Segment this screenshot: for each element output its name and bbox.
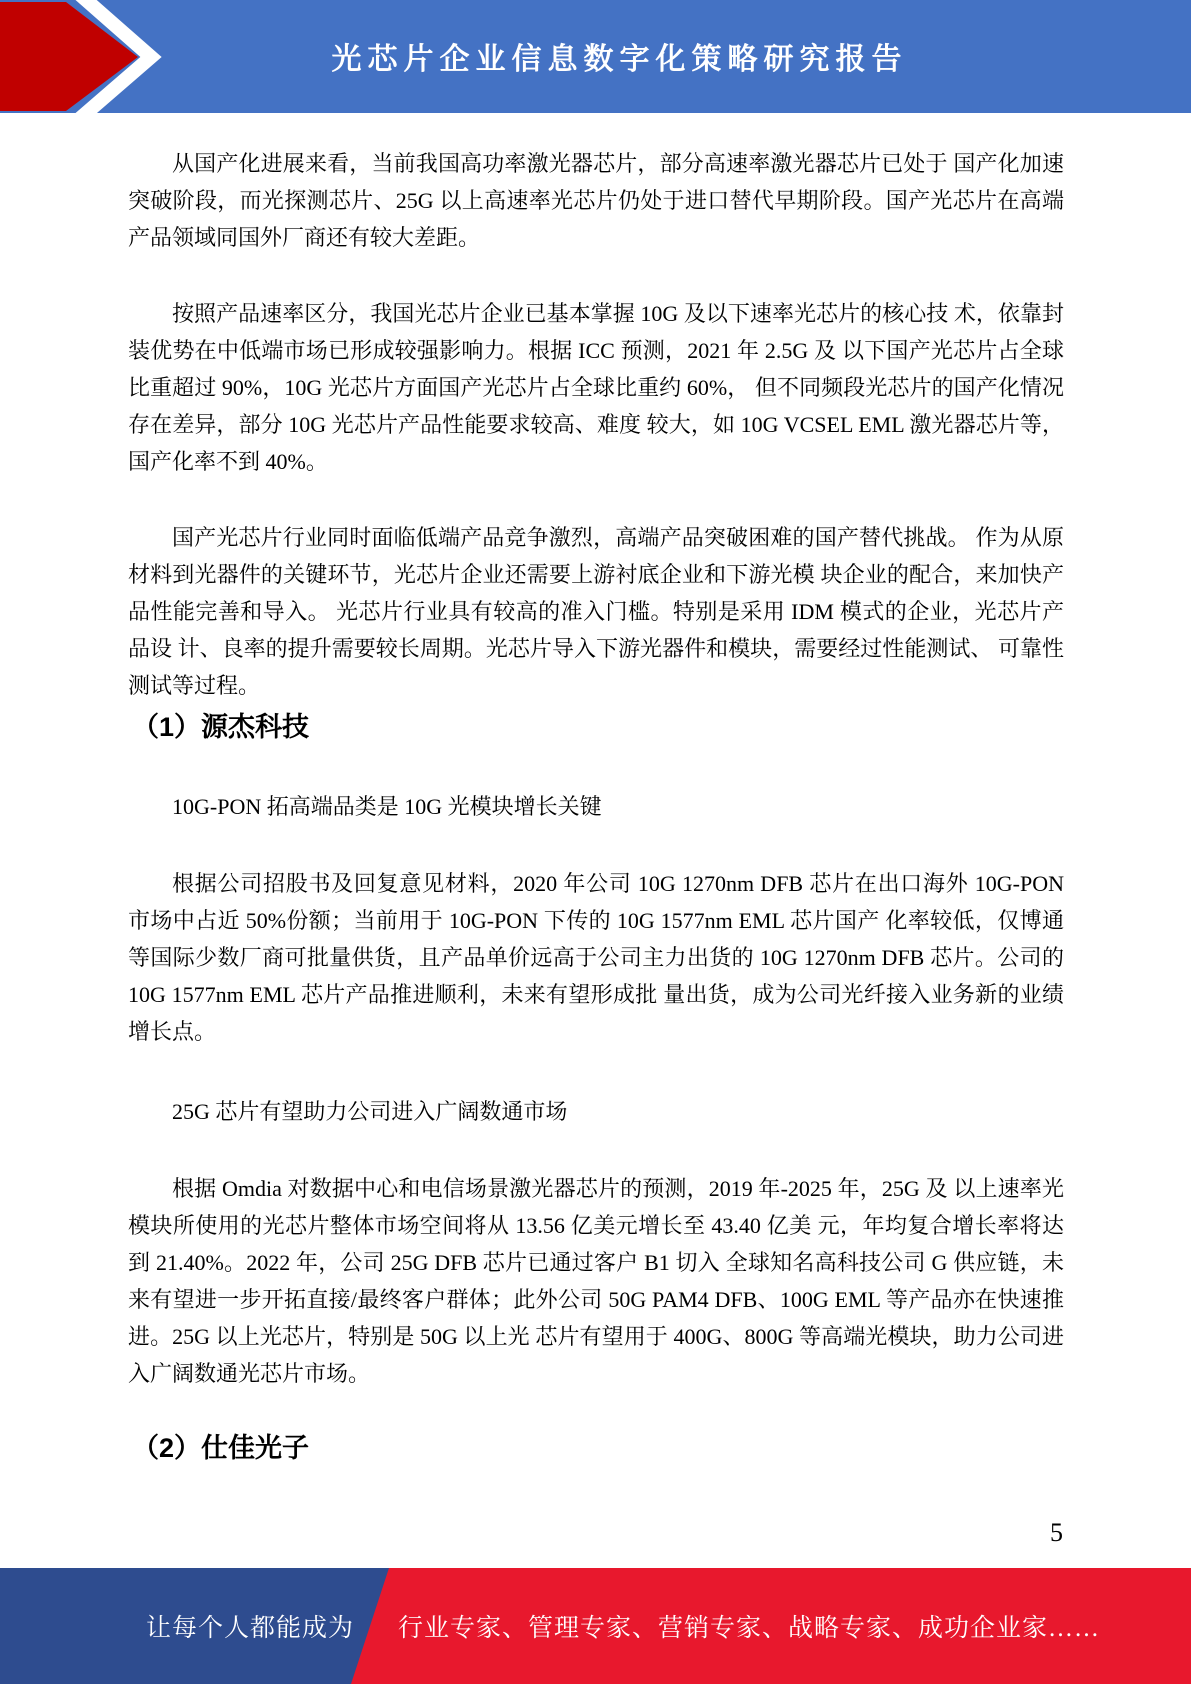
paragraph-omdia-forecast: 根据 Omdia 对数据中心和电信场景激光器芯片的预测，2019 年-2025 年，25G 及 以上速率光模块所使用的光芯片整体市场空间将从 13.56 亿美元增长至 43.40 亿美 元，年均复合增长率将达到 21.40%。2022 年，公司 25G DFB 芯片已通过客户 B1 切入 全球知名高科技公司 G 供应链，未来有望进一步开拓直接/最终客户群体；此外公司 50G PAM4 DFB、100G EML 等产品亦在快速推进。25G 以上光芯片，特别是 50G 以上光 芯片有望用于 400G、800G 等高端光模块，助力公司进入广阔数通光芯片市场。	[128, 1176, 1064, 1386]
header-banner	[0, 0, 1191, 113]
paragraph-speed-classification: 按照产品速率区分，我国光芯片企业已基本掌握 10G 及以下速率光芯片的核心技 术，依靠封装优势在中低端市场已形成较强影响力。根据 ICC 预测，2021 年 2.5G 及 以下国产光芯片占全球比重超过 90%，10G 光芯片方面国产光芯片占全球比重约 60%， 但不同频段光芯片的国产化情况存在差异，部分 10G 光芯片产品性能要求较高、难度 较大，如 10G VCSEL EML 激光器芯片等，国产化率不到 40%。	[128, 301, 1064, 474]
footer-slogan-right: 行业专家、管理专家、营销专家、战略专家、成功企业家……	[398, 1615, 1101, 1642]
section-heading-shijia: （2）仕佳光子	[132, 1433, 310, 1463]
paragraph-industry-challenges: 国产光芯片行业同时面临低端产品竞争激烈，高端产品突破困难的国产替代挑战。 作为从原材料到光器件的关键环节，光芯片企业还需要上游衬底企业和下游光模 块企业的配合，来加快产品性能完善和导入。 光芯片行业具有较高的准入门槛。特别是采用 IDM 模式的企业，光芯片产品设 计、良率的提升需要较长周期。光芯片导入下游光器件和模块，需要经过性能测试、 可靠性测试等过程。	[128, 525, 1064, 698]
document-body	[128, 145, 1064, 1471]
paragraph-prospectus: 根据公司招股书及回复意见材料，2020 年公司 10G 1270nm DFB 芯片在出口海外 10G-PON 市场中占近 50%份额；当前用于 10G-PON 下传的 10G 1577nm EML 芯片国产 化率较低，仅博通等国际少数厂商可批量供货，且产品单价远高于公司主力出货的 10G 1270nm DFB 芯片。公司的 10G 1577nm EML 芯片产品推进顺利，未来有望形成批 量出货，成为公司光纤接入业务新的业绩增长点。	[128, 871, 1064, 1044]
red-arrow-icon	[0, 0, 170, 113]
footer-banner	[0, 1568, 1191, 1684]
section-heading-yuanjie: （1）源杰科技	[132, 712, 310, 742]
footer-slogan-left: 让每个人都能成为	[146, 1615, 355, 1642]
paragraph-domestic-progress: 从国产化进展来看，当前我国高功率激光器芯片，部分高速率激光器芯片已处于 国产化加速突破阶段，而光探测芯片、25G 以上高速率光芯片仍处于进口替代早期阶段。国产光芯片在高端产品领域同国外厂商还有较大差距。	[128, 151, 1064, 250]
subheading-10g-pon: 10G-PON 拓高端品类是 10G 光模块增长关键	[172, 794, 602, 819]
report-title: 光芯片企业信息数字化策略研究报告	[331, 43, 908, 76]
subheading-25g-chip: 25G 芯片有望助力公司进入广阔数通市场	[172, 1099, 568, 1124]
page-number: 5	[1050, 1518, 1063, 1547]
